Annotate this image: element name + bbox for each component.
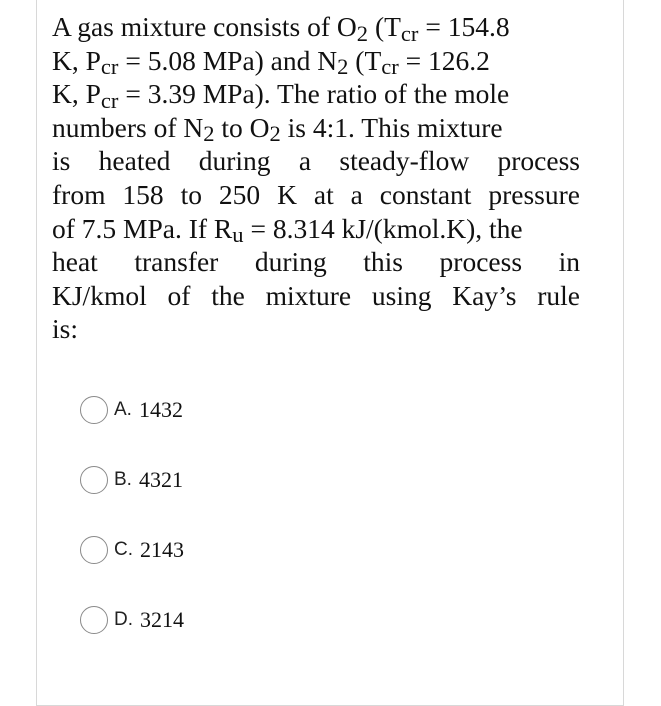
question-line: is heated during a steady-flow process xyxy=(52,145,580,177)
answer-options xyxy=(80,392,184,672)
question-text-part: (T xyxy=(348,44,382,76)
question-text xyxy=(52,10,580,346)
subscript: u xyxy=(232,222,244,248)
question-line: KJ/kmol of the mixture using Kay’s rule xyxy=(52,279,580,311)
question-line: from 158 to 250 K at a constant pressure xyxy=(52,178,580,210)
subscript: cr xyxy=(381,54,399,80)
radio-circle-icon[interactable] xyxy=(80,466,108,494)
option-value: 3214 xyxy=(140,607,184,632)
subscript: 2 xyxy=(337,54,349,80)
option-b[interactable] xyxy=(80,462,184,498)
question-text-part: = 5.08 MPa) and N xyxy=(118,44,338,76)
question-text-part: to O xyxy=(214,111,270,143)
option-c[interactable] xyxy=(80,532,184,568)
option-value: 2143 xyxy=(140,537,184,562)
question-text-part: K, P xyxy=(52,78,101,110)
question-line xyxy=(52,44,580,78)
subscript: 2 xyxy=(356,20,369,46)
question-text-part: K, P xyxy=(52,44,101,76)
option-value: 4321 xyxy=(138,467,183,492)
question-text-part: = 8.314 kJ/(kmol.K), the xyxy=(243,212,523,244)
question-line xyxy=(52,111,580,145)
question-text-part: of 7.5 MPa. If R xyxy=(52,212,233,244)
option-value: 1432 xyxy=(138,397,183,422)
radio-circle-icon[interactable] xyxy=(80,606,108,634)
option-letter: D. xyxy=(114,609,133,630)
question-text-part: is 4:1. This mixture xyxy=(280,111,503,143)
question-text-part: A gas mixture consists of O xyxy=(52,11,357,42)
question-text-part: = 3.39 MPa). The ratio of the mole xyxy=(118,78,510,110)
radio-circle-icon[interactable] xyxy=(80,536,108,564)
subscript: 2 xyxy=(203,121,215,147)
question-text-part: (T xyxy=(368,11,401,42)
subscript: 2 xyxy=(269,121,281,147)
option-d[interactable] xyxy=(80,602,184,638)
question-line xyxy=(52,10,580,44)
subscript: cr xyxy=(100,54,119,80)
question-text-part: = 154.8 xyxy=(418,11,510,42)
question-line: is: xyxy=(52,313,78,345)
option-letter: B. xyxy=(114,469,132,490)
option-letter: A. xyxy=(114,399,132,420)
subscript: cr xyxy=(400,20,419,46)
option-letter: C. xyxy=(114,539,133,560)
question-line xyxy=(52,77,580,111)
radio-circle-icon[interactable] xyxy=(80,396,108,424)
question-line xyxy=(52,212,580,246)
option-a[interactable] xyxy=(80,392,184,428)
question-line: heat transfer during this process in xyxy=(52,246,580,278)
question-text-part: = 126.2 xyxy=(398,44,490,76)
subscript: cr xyxy=(100,87,119,113)
question-text-part: numbers of N xyxy=(52,111,204,143)
